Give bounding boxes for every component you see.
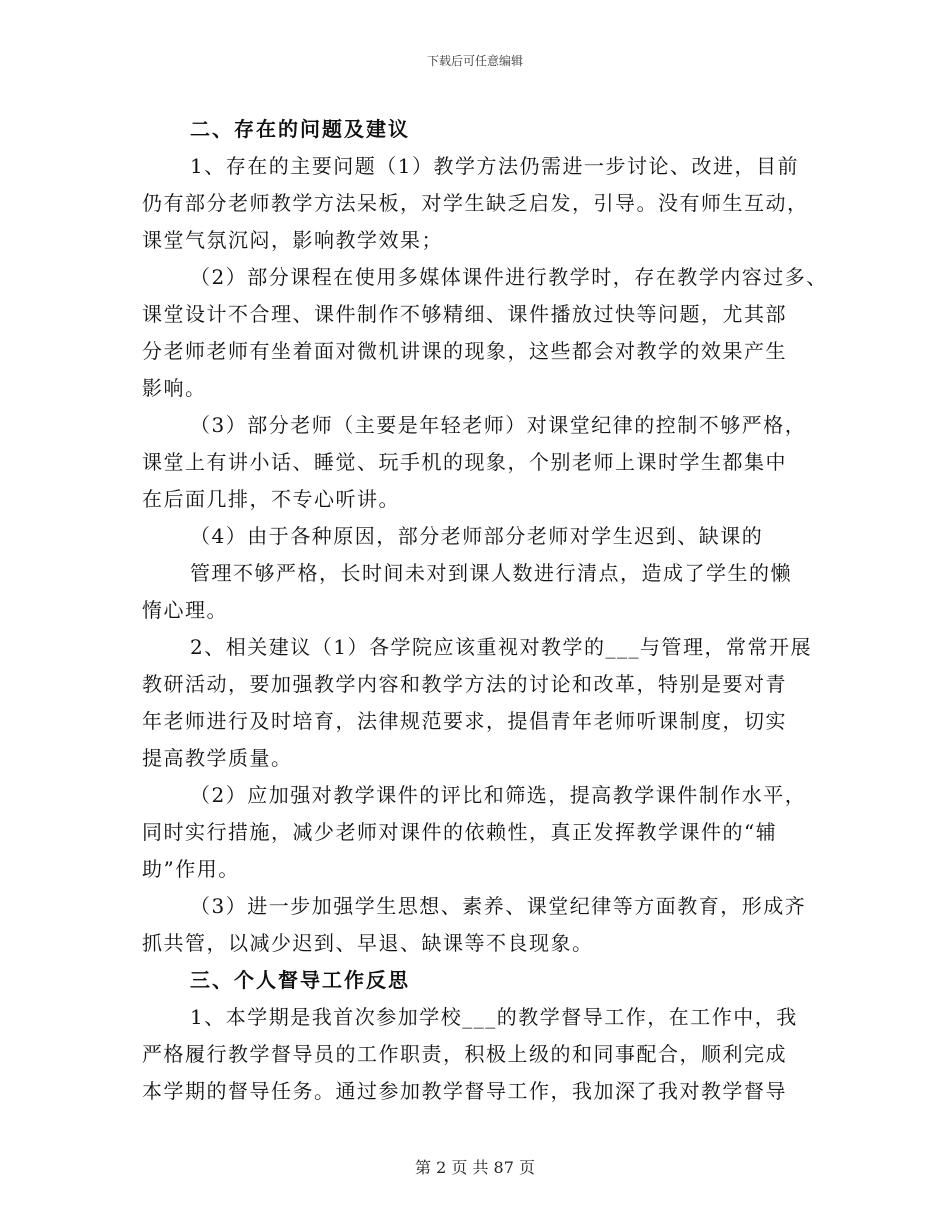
paragraph-line: 年老师进行及时培育，法律规范要求，提倡青年老师听课制度，切实 (142, 709, 787, 733)
paragraph-line: （3）进一步加强学生思想、素养、课堂纪律等方面教育，形成齐 (190, 894, 807, 918)
paragraph-line: 本学期的督导任务。通过参加教学督导工作，我加深了我对教学督导 (142, 1079, 787, 1103)
section-heading-reflection: 三、个人督导工作反思 (190, 968, 410, 992)
paragraph-line: 抓共管，以减少迟到、早退、缺课等不良现象。 (142, 931, 594, 955)
page-header-note: 下载后可任意编辑 (426, 54, 523, 68)
section-heading-problems: 二、存在的问题及建议 (190, 117, 410, 141)
paragraph-line: （3）部分老师（主要是年轻老师）对课堂纪律的控制不够严格， (190, 413, 807, 437)
paragraph-line: （2）部分课程在使用多媒体课件进行教学时，存在教学内容过多、 (190, 265, 828, 289)
paragraph-line: 提高教学质量。 (142, 746, 293, 770)
paragraph-line: 助”作用。 (142, 857, 240, 881)
paragraph-line: 1、本学期是我首次参加学校___的教学督导工作，在工作中，我 (190, 1005, 798, 1029)
paragraph-line: 1、存在的主要问题（1）教学方法仍需进一步讨论、改进，目前 (190, 154, 799, 178)
paragraph-line: 2、相关建议（1）各学院应该重视对教学的___与管理，常常开展 (190, 635, 812, 659)
paragraph-line: 在后面几排，不专心听讲。 (142, 487, 400, 511)
paragraph-line: 管理不够严格，长时间未对到课人数进行清点，造成了学生的懒 (190, 561, 792, 585)
paragraph-line: 课堂设计不合理、课件制作不够精细、课件播放过快等问题，尤其部 (142, 302, 787, 326)
paragraph-line: 课堂上有讲小话、睡觉、玩手机的现象，个别老师上课时学生都集中 (142, 450, 787, 474)
paragraph-line: 课堂气氛沉闷，影响教学效果； (142, 228, 443, 252)
paragraph-line: 惰心理。 (142, 598, 228, 622)
paragraph-line: （4）由于各种原因，部分老师部分老师对学生迟到、缺课的 (190, 524, 764, 548)
paragraph-line: 分老师老师有坐着面对微机讲课的现象，这些都会对教学的效果产生 (142, 339, 787, 363)
paragraph-line: 影响。 (142, 376, 207, 400)
page-footer-number: 第 2 页 共 87 页 (415, 1158, 535, 1177)
paragraph-line: 仍有部分老师教学方法呆板，对学生缺乏启发，引导。没有师生互动， (142, 191, 809, 215)
paragraph-line: 教研活动，要加强教学内容和教学方法的讨论和改革，特别是要对青 (142, 672, 787, 696)
paragraph-line: 同时实行措施，减少老师对课件的依赖性，真正发挥教学课件的“辅 (142, 820, 778, 844)
paragraph-line: （2）应加强对教学课件的评比和筛选，提高教学课件制作水平， (190, 783, 807, 807)
paragraph-line: 严格履行教学督导员的工作职责，积极上级的和同事配合，顺利完成 (142, 1042, 787, 1066)
